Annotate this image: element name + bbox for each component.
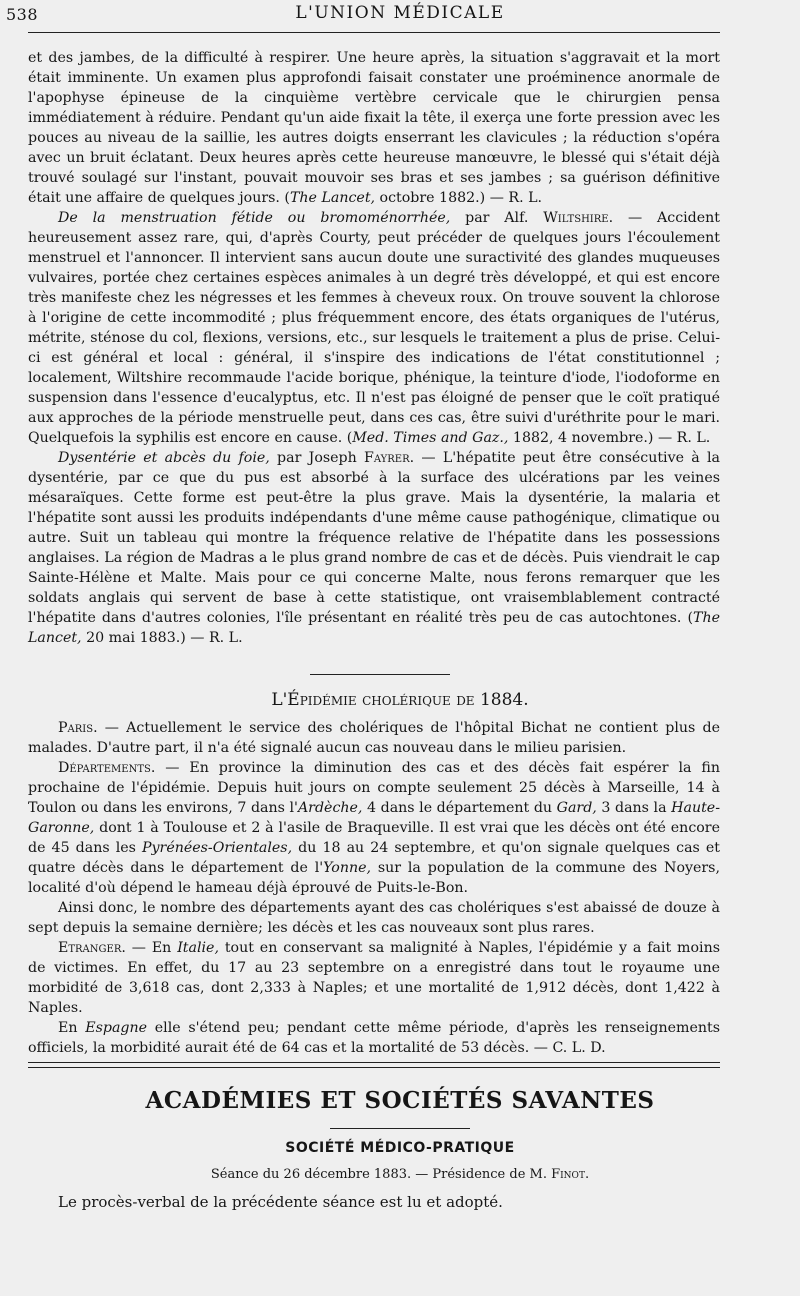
place-name: Italie, xyxy=(177,940,219,956)
article-title: De la menstruation fétide ou bromoménorrhée, xyxy=(58,210,451,226)
section-divider xyxy=(310,674,450,675)
page-number: 538 xyxy=(6,5,39,24)
paragraph-departements xyxy=(28,758,720,898)
section-title-text: L'Épidémie cholérique de 1884. xyxy=(271,690,529,710)
paragraph-text: dont 1 à Toulouse et 2 à l'asile de Braqueville. Il est vrai que les décès ont été encore de 45 dans les xyxy=(28,820,720,856)
paragraph-end: octobre 1882.) — R. L. xyxy=(375,190,543,206)
section-title-cholera xyxy=(0,690,800,710)
running-title: L'UNION MÉDICALE xyxy=(295,3,505,23)
region-label: Départements. xyxy=(58,760,156,776)
place-name: Ardèche, xyxy=(297,800,363,816)
paragraph-text: — Actuellement le service des cholériques de l'hôpital Bichat ne contient plus de malades. D'autre part, il n'a été signalé aucun cas nouveau dans le milieu parisien. xyxy=(28,720,720,756)
seance-text: Séance du 26 décembre 1883. — Présidence de M. xyxy=(210,1167,552,1182)
region-label: Etranger. xyxy=(58,940,126,956)
section-title-academies: ACADÉMIES ET SOCIÉTÉS SAVANTES xyxy=(145,1087,655,1114)
paragraph-dysenterie xyxy=(28,448,720,648)
paragraph-text: En xyxy=(58,1020,86,1036)
proces-verbal: Le procès-verbal de la précédente séance est lu et adopté. xyxy=(58,1193,503,1211)
society-title: SOCIÉTÉ MÉDICO-PRATIQUE xyxy=(285,1140,515,1156)
paragraph-text: . — Accident heureusement assez rare, qui, d'après Courty, peut précéder de quelques jours l'écoulement menstruel et l'annoncer. Il intervient sans aucun doute une suractivité des glandes muqueuses vulvaires, portée chez certaines espèces animales à un degré très développé, et qui est encore très manifeste chez les négresses et les femmes à cheveux roux. On trouve souvent la chlorose à l'origine de cette incommodité ; plus fréquemment encore, des états organiques de l'utérus, métrite, sténose du col, flexions, versions, etc., sur lesquels le traitement a plus de prise. Celui-ci est général et local : général, il s'inspire des indications de l'état constitutionnel ; localement, Wiltshire recommaude l'acide borique, phénique, la teinture d'iode, l'iodoforme en suspension dans l'essence d'eucalyptus, etc. Il n'est pas éloigné de penser que le coït pratiqué aux approches de la période menstruelle peut, dans ces cas, être suivi d'uréthrite pour le mari. Quelquefois la syphilis est encore en cause. ( xyxy=(28,210,720,446)
paragraph-paris xyxy=(28,718,720,758)
paragraph-bromomenorrhee xyxy=(28,208,720,448)
president-name: Finot xyxy=(551,1167,585,1182)
paragraph-end: 1882, 4 novembre.) — R. L. xyxy=(508,430,711,446)
paragraph-end: 20 mai 1883.) — R. L. xyxy=(81,630,243,646)
double-rule-bottom xyxy=(28,1067,720,1068)
paragraph-text: 4 dans le département du xyxy=(362,800,557,816)
place-name: Yonne, xyxy=(323,860,371,876)
paragraph-text: sur la population de la commune des Noyers, localité d'où dépend le hameau déjà éprouvé de Puits-le-Bon. xyxy=(28,860,720,896)
byline: par Joseph xyxy=(269,450,365,466)
place-name: Espagne xyxy=(85,1020,148,1036)
paragraph-text: du 18 au 24 septembre, et qu'on signale quelques cas et quatre décès dans le département de l' xyxy=(28,840,721,876)
cholera-report xyxy=(28,718,720,1058)
article-block-1 xyxy=(28,48,720,648)
place-name: Haute-Garonne, xyxy=(28,800,720,836)
source-citation: The Lancet, xyxy=(28,610,720,646)
seance-end: . xyxy=(584,1167,590,1182)
source-citation: The Lancet, xyxy=(289,190,376,206)
paragraph-spinal-reduction xyxy=(28,48,720,208)
paragraph-text: — En province la diminution des cas et des décès fait espérer la fin prochaine de l'épidémie. Depuis huit jours on compte seulement 25 décès à Marseille, 14 à Toulon ou dans les environs, 7 dans l' xyxy=(28,760,720,816)
byline: par Alf. xyxy=(450,210,544,226)
paragraph-etranger xyxy=(28,938,720,1018)
paragraph-text: et des jambes, de la difficulté à respirer. Une heure après, la situation s'aggravait et la mort était imminente. Un examen plus approfondi faisait constater une proéminence anormale de l'apophyse épineuse de la cinquième vertèbre cervicale que le chirurgien pensa immédiatement à réduire. Pendant qu'un aide fixait la tête, il exerça une forte pression avec les pouces au niveau de la saillie, les autres doigts enserrant les clavicules ; la réduction s'opéra avec un bruit éclatant. Deux heures après cette heureuse manœuvre, le blessé qui s'était déjà trouvé soulagé sur l'instant, pouvait mouvoir ses bras et ses jambes ; sa guérison définitive était une affaire de quelques jours. ( xyxy=(28,50,720,206)
author-name: Wiltshire xyxy=(543,210,609,226)
paragraph-text: elle s'étend peu; pendant cette même période, d'après les renseignements officiels, la morbidité aurait été de 64 cas et la mortalité de 53 décès. — C. L. D. xyxy=(28,1020,720,1056)
place-name: Gard, xyxy=(556,800,597,816)
paragraph-text: . — L'hépatite peut être consécutive à la dysentérie, par ce que du pus est absorbé à la surface des ulcérations par les veines mésaraïques. Cette forme est peut-être la plus grave. Mais la dysentérie, la malaria et l'hépatite sont aussi les produits indépendants d'une même cause pathogénique, climatique ou autre. Suit un tableau qui montre la fréquence relative de l'hépatite dans les possessions anglaises. La région de Madras a le plus grand nombre de cas et de décès. Puis viendrait le cap Sainte-Hélène et Malte. Mais pour ce qui concerne Malte, nous ferons remarquer que les soldats anglais qui servent de base à cette statistique, ont vraisemblablement contracté l'hépatite dans d'autres colonies, l'île présentant en réalité très peu de cas autochtones. ( xyxy=(28,450,720,626)
source-citation: Med. Times and Gaz., xyxy=(352,430,509,446)
region-label: Paris. xyxy=(58,720,98,736)
paragraph-espagne xyxy=(28,1018,720,1058)
header-rule xyxy=(28,32,720,33)
seance-line xyxy=(0,1167,800,1182)
paragraph-text: 3 dans la xyxy=(596,800,672,816)
academies-divider xyxy=(330,1128,470,1129)
author-name: Fayrer xyxy=(364,450,410,466)
page-header xyxy=(0,0,800,30)
double-rule-top xyxy=(28,1062,720,1063)
paragraph-text: — En xyxy=(125,940,178,956)
article-title: Dysentérie et abcès du foie, xyxy=(58,450,270,466)
paragraph-text: tout en conservant sa malignité à Naples, l'épidémie y a fait moins de victimes. En effet, du 17 au 23 septembre on a enregistré dans tout le royaume une morbidité de 3,618 cas, dont 2,333 à Naples; et une mortalité de 1,912 décès, dont 1,422 à Naples. xyxy=(28,940,720,1016)
paragraph-ainsi: Ainsi donc, le nombre des départements ayant des cas cholériques s'est abaissé de douze à sept depuis la semaine dernière; les décès et les cas nouveaux sont plus rares. xyxy=(28,900,720,936)
place-name: Pyrénées-Orientales, xyxy=(141,840,293,856)
